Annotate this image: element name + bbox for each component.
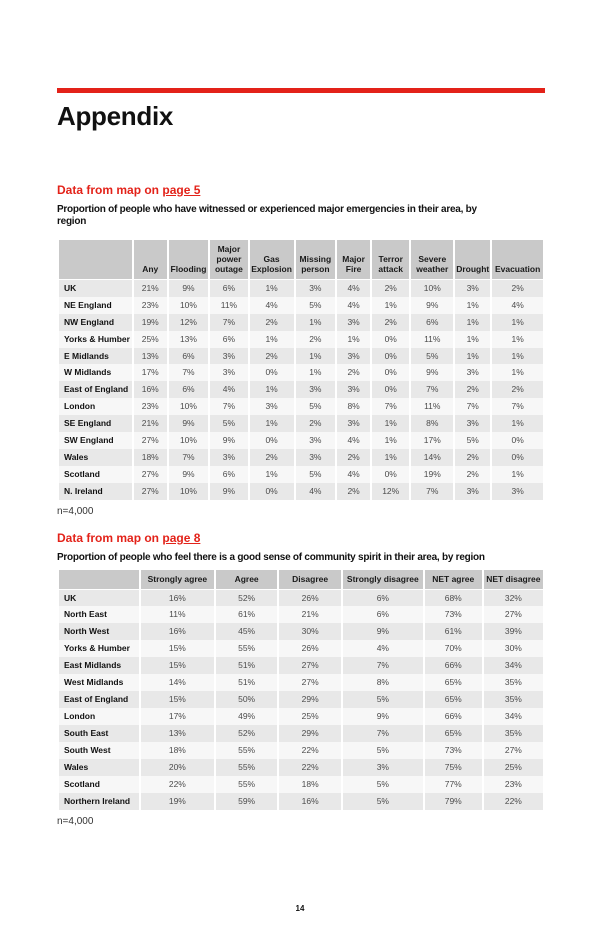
value-cell: 0% <box>492 449 543 466</box>
section-heading <box>57 532 545 545</box>
value-cell: 5% <box>455 432 490 449</box>
value-cell: 3% <box>210 348 247 365</box>
value-cell: 52% <box>216 590 278 607</box>
value-cell: 1% <box>250 466 294 483</box>
value-cell: 22% <box>484 793 543 810</box>
region-label: NE England <box>59 297 132 314</box>
value-cell: 9% <box>210 432 247 449</box>
page-title: Appendix <box>57 101 174 131</box>
value-cell: 51% <box>216 657 278 674</box>
value-cell: 1% <box>492 314 543 331</box>
value-cell: 9% <box>210 483 247 500</box>
appendix-page <box>0 88 600 827</box>
table-row <box>59 432 543 449</box>
value-cell: 61% <box>425 623 482 640</box>
value-cell: 2% <box>337 483 370 500</box>
value-cell: 16% <box>279 793 341 810</box>
value-cell: 7% <box>492 398 543 415</box>
value-cell: 1% <box>372 297 409 314</box>
value-cell: 19% <box>411 466 453 483</box>
value-cell: 8% <box>337 398 370 415</box>
column-header: Gas Explosion <box>250 240 294 280</box>
table-row <box>59 297 543 314</box>
column-header: Evacuation <box>492 240 543 280</box>
value-cell: 10% <box>411 280 453 297</box>
table-row <box>59 725 543 742</box>
region-label: East of England <box>59 381 132 398</box>
value-cell: 0% <box>492 432 543 449</box>
value-cell: 3% <box>337 348 370 365</box>
value-cell: 55% <box>216 640 278 657</box>
value-cell: 2% <box>492 381 543 398</box>
value-cell: 1% <box>250 331 294 348</box>
value-cell: 10% <box>169 297 209 314</box>
value-cell: 9% <box>169 415 209 432</box>
column-header: Agree <box>216 570 278 590</box>
column-header: Any <box>134 240 167 280</box>
header-row <box>59 240 543 280</box>
value-cell: 3% <box>455 415 490 432</box>
value-cell: 10% <box>169 432 209 449</box>
value-cell: 1% <box>337 331 370 348</box>
region-label: NW England <box>59 314 132 331</box>
column-header: Disagree <box>279 570 341 590</box>
value-cell: 35% <box>484 691 543 708</box>
value-cell: 13% <box>169 331 209 348</box>
value-cell: 12% <box>169 314 209 331</box>
value-cell: 2% <box>455 466 490 483</box>
value-cell: 1% <box>296 364 336 381</box>
value-cell: 6% <box>210 466 247 483</box>
value-cell: 1% <box>492 348 543 365</box>
value-cell: 51% <box>216 674 278 691</box>
value-cell: 27% <box>134 483 167 500</box>
region-label: SE England <box>59 415 132 432</box>
table-row <box>59 640 543 657</box>
table-row <box>59 348 543 365</box>
value-cell: 3% <box>296 432 336 449</box>
value-cell: 5% <box>343 691 423 708</box>
value-cell: 4% <box>296 483 336 500</box>
value-cell: 1% <box>372 415 409 432</box>
region-label: Yorks & Humber <box>59 331 132 348</box>
value-cell: 27% <box>279 657 341 674</box>
community-spirit-by-region-table <box>57 570 545 810</box>
value-cell: 1% <box>492 466 543 483</box>
column-header: Strongly agree <box>141 570 214 590</box>
region-label: Wales <box>59 759 139 776</box>
region-label: Yorks & Humber <box>59 640 139 657</box>
value-cell: 66% <box>425 708 482 725</box>
value-cell: 2% <box>250 314 294 331</box>
value-cell: 11% <box>411 398 453 415</box>
table-row <box>59 590 543 607</box>
value-cell: 10% <box>169 483 209 500</box>
value-cell: 0% <box>372 466 409 483</box>
value-cell: 66% <box>425 657 482 674</box>
value-cell: 1% <box>372 432 409 449</box>
region-label: South West <box>59 742 139 759</box>
region-label: North East <box>59 606 139 623</box>
value-cell: 35% <box>484 674 543 691</box>
region-label: Scotland <box>59 776 139 793</box>
value-cell: 2% <box>250 348 294 365</box>
value-cell: 1% <box>250 280 294 297</box>
value-cell: 9% <box>411 364 453 381</box>
value-cell: 55% <box>216 759 278 776</box>
value-cell: 6% <box>343 606 423 623</box>
table-row <box>59 466 543 483</box>
value-cell: 65% <box>425 691 482 708</box>
value-cell: 9% <box>169 466 209 483</box>
value-cell: 13% <box>134 348 167 365</box>
value-cell: 19% <box>134 314 167 331</box>
region-column-header <box>59 240 132 280</box>
value-cell: 3% <box>337 415 370 432</box>
table-row <box>59 415 543 432</box>
value-cell: 68% <box>425 590 482 607</box>
value-cell: 12% <box>372 483 409 500</box>
table-row <box>59 381 543 398</box>
value-cell: 11% <box>141 606 214 623</box>
value-cell: 4% <box>492 297 543 314</box>
value-cell: 27% <box>484 742 543 759</box>
value-cell: 2% <box>455 449 490 466</box>
region-label: Northern Ireland <box>59 793 139 810</box>
table-row <box>59 759 543 776</box>
value-cell: 1% <box>296 348 336 365</box>
value-cell: 23% <box>134 398 167 415</box>
value-cell: 5% <box>411 348 453 365</box>
value-cell: 21% <box>134 415 167 432</box>
value-cell: 26% <box>279 590 341 607</box>
value-cell: 32% <box>484 590 543 607</box>
region-label: West Midlands <box>59 674 139 691</box>
value-cell: 2% <box>337 449 370 466</box>
value-cell: 5% <box>296 297 336 314</box>
value-cell: 2% <box>372 280 409 297</box>
page-number: 14 <box>295 904 305 913</box>
page-5-link[interactable]: page 5 <box>162 182 201 197</box>
region-label: UK <box>59 280 132 297</box>
region-label: E Midlands <box>59 348 132 365</box>
value-cell: 6% <box>210 331 247 348</box>
value-cell: 1% <box>455 331 490 348</box>
value-cell: 22% <box>141 776 214 793</box>
value-cell: 17% <box>141 708 214 725</box>
value-cell: 30% <box>484 640 543 657</box>
value-cell: 9% <box>169 280 209 297</box>
column-header: Major Fire <box>337 240 370 280</box>
value-cell: 13% <box>141 725 214 742</box>
value-cell: 21% <box>134 280 167 297</box>
value-cell: 0% <box>372 348 409 365</box>
value-cell: 11% <box>210 297 247 314</box>
value-cell: 79% <box>425 793 482 810</box>
value-cell: 5% <box>296 398 336 415</box>
table-row <box>59 674 543 691</box>
table-subtitle: Proportion of people who feel there is a good sense of community spirit in their area, by region <box>57 552 485 563</box>
sample-size-note: n=4,000 <box>57 505 94 517</box>
emergencies-by-region-table <box>57 240 545 500</box>
value-cell: 73% <box>425 606 482 623</box>
value-cell: 3% <box>455 364 490 381</box>
value-cell: 3% <box>455 483 490 500</box>
value-cell: 2% <box>455 381 490 398</box>
table-row <box>59 691 543 708</box>
value-cell: 6% <box>169 348 209 365</box>
value-cell: 9% <box>343 623 423 640</box>
value-cell: 34% <box>484 708 543 725</box>
region-label: North West <box>59 623 139 640</box>
table-row <box>59 657 543 674</box>
value-cell: 4% <box>337 466 370 483</box>
value-cell: 6% <box>343 590 423 607</box>
value-cell: 7% <box>210 398 247 415</box>
value-cell: 17% <box>134 364 167 381</box>
value-cell: 0% <box>250 364 294 381</box>
value-cell: 50% <box>216 691 278 708</box>
value-cell: 1% <box>492 331 543 348</box>
value-cell: 75% <box>425 759 482 776</box>
value-cell: 1% <box>296 314 336 331</box>
table-row <box>59 776 543 793</box>
value-cell: 1% <box>250 415 294 432</box>
value-cell: 16% <box>141 623 214 640</box>
section-heading <box>57 184 545 197</box>
value-cell: 22% <box>279 742 341 759</box>
table-subtitle: Proportion of people who have witnessed or experienced major emergencies in their area, by region <box>57 203 477 228</box>
value-cell: 9% <box>343 708 423 725</box>
value-cell: 11% <box>411 331 453 348</box>
value-cell: 18% <box>134 449 167 466</box>
value-cell: 0% <box>250 432 294 449</box>
value-cell: 7% <box>411 381 453 398</box>
sample-size-note: n=4,000 <box>57 815 94 827</box>
value-cell: 27% <box>484 606 543 623</box>
column-header: Strongly disagree <box>343 570 423 590</box>
value-cell: 17% <box>411 432 453 449</box>
value-cell: 70% <box>425 640 482 657</box>
value-cell: 2% <box>296 331 336 348</box>
value-cell: 16% <box>141 590 214 607</box>
value-cell: 65% <box>425 674 482 691</box>
region-label: East of England <box>59 691 139 708</box>
value-cell: 34% <box>484 657 543 674</box>
value-cell: 7% <box>455 398 490 415</box>
region-label: Scotland <box>59 466 132 483</box>
value-cell: 25% <box>134 331 167 348</box>
column-header: Major power outage <box>210 240 247 280</box>
value-cell: 2% <box>337 364 370 381</box>
value-cell: 29% <box>279 725 341 742</box>
column-header: NET agree <box>425 570 482 590</box>
value-cell: 65% <box>425 725 482 742</box>
value-cell: 35% <box>484 725 543 742</box>
value-cell: 7% <box>169 364 209 381</box>
value-cell: 14% <box>411 449 453 466</box>
value-cell: 26% <box>279 640 341 657</box>
table-row <box>59 483 543 500</box>
value-cell: 0% <box>250 483 294 500</box>
value-cell: 1% <box>455 314 490 331</box>
section-heading-text: Data from map on <box>57 182 163 197</box>
value-cell: 15% <box>141 691 214 708</box>
value-cell: 7% <box>210 314 247 331</box>
value-cell: 25% <box>484 759 543 776</box>
value-cell: 4% <box>250 297 294 314</box>
value-cell: 3% <box>296 449 336 466</box>
value-cell: 7% <box>343 657 423 674</box>
value-cell: 1% <box>455 297 490 314</box>
value-cell: 45% <box>216 623 278 640</box>
table-row <box>59 708 543 725</box>
value-cell: 29% <box>279 691 341 708</box>
value-cell: 4% <box>337 280 370 297</box>
value-cell: 7% <box>343 725 423 742</box>
value-cell: 4% <box>337 432 370 449</box>
value-cell: 18% <box>279 776 341 793</box>
value-cell: 18% <box>141 742 214 759</box>
value-cell: 1% <box>250 381 294 398</box>
value-cell: 39% <box>484 623 543 640</box>
table-row <box>59 606 543 623</box>
top-rule-divider <box>57 88 545 93</box>
column-header: Flooding <box>169 240 209 280</box>
value-cell: 5% <box>210 415 247 432</box>
value-cell: 15% <box>141 640 214 657</box>
region-label: London <box>59 398 132 415</box>
table-row <box>59 314 543 331</box>
value-cell: 3% <box>296 280 336 297</box>
value-cell: 15% <box>141 657 214 674</box>
value-cell: 73% <box>425 742 482 759</box>
value-cell: 59% <box>216 793 278 810</box>
column-header: Drought <box>455 240 490 280</box>
header-row <box>59 570 543 590</box>
value-cell: 1% <box>492 364 543 381</box>
table-row <box>59 398 543 415</box>
value-cell: 3% <box>343 759 423 776</box>
value-cell: 49% <box>216 708 278 725</box>
value-cell: 30% <box>279 623 341 640</box>
value-cell: 5% <box>343 776 423 793</box>
value-cell: 23% <box>134 297 167 314</box>
value-cell: 0% <box>372 364 409 381</box>
value-cell: 7% <box>372 398 409 415</box>
value-cell: 22% <box>279 759 341 776</box>
value-cell: 77% <box>425 776 482 793</box>
value-cell: 55% <box>216 742 278 759</box>
value-cell: 7% <box>411 483 453 500</box>
value-cell: 3% <box>492 483 543 500</box>
value-cell: 2% <box>372 314 409 331</box>
value-cell: 3% <box>210 449 247 466</box>
column-header: Terror attack <box>372 240 409 280</box>
region-label: Wales <box>59 449 132 466</box>
value-cell: 55% <box>216 776 278 793</box>
region-label: N. Ireland <box>59 483 132 500</box>
table-row <box>59 449 543 466</box>
value-cell: 8% <box>411 415 453 432</box>
value-cell: 3% <box>250 398 294 415</box>
page-8-link[interactable]: page 8 <box>162 530 201 545</box>
value-cell: 4% <box>210 381 247 398</box>
value-cell: 4% <box>343 640 423 657</box>
value-cell: 3% <box>210 364 247 381</box>
value-cell: 16% <box>134 381 167 398</box>
value-cell: 2% <box>492 280 543 297</box>
table-row <box>59 331 543 348</box>
table-row <box>59 364 543 381</box>
value-cell: 1% <box>492 415 543 432</box>
region-label: UK <box>59 590 139 607</box>
value-cell: 7% <box>169 449 209 466</box>
value-cell: 21% <box>279 606 341 623</box>
value-cell: 3% <box>455 280 490 297</box>
value-cell: 1% <box>455 348 490 365</box>
value-cell: 9% <box>411 297 453 314</box>
value-cell: 2% <box>296 415 336 432</box>
value-cell: 8% <box>343 674 423 691</box>
value-cell: 27% <box>134 432 167 449</box>
value-cell: 20% <box>141 759 214 776</box>
value-cell: 5% <box>343 742 423 759</box>
column-header: NET disagree <box>484 570 543 590</box>
value-cell: 25% <box>279 708 341 725</box>
value-cell: 6% <box>411 314 453 331</box>
section-map-page5 <box>57 184 545 517</box>
value-cell: 6% <box>210 280 247 297</box>
section-map-page8 <box>57 532 545 827</box>
region-label: W Midlands <box>59 364 132 381</box>
value-cell: 3% <box>296 381 336 398</box>
value-cell: 5% <box>343 793 423 810</box>
region-column-header <box>59 570 139 590</box>
value-cell: 14% <box>141 674 214 691</box>
region-label: East Midlands <box>59 657 139 674</box>
value-cell: 27% <box>134 466 167 483</box>
table-row <box>59 623 543 640</box>
value-cell: 0% <box>372 331 409 348</box>
table-row <box>59 793 543 810</box>
value-cell: 19% <box>141 793 214 810</box>
section-heading-text: Data from map on <box>57 530 163 545</box>
value-cell: 3% <box>337 381 370 398</box>
value-cell: 4% <box>337 297 370 314</box>
table-row <box>59 742 543 759</box>
value-cell: 1% <box>372 449 409 466</box>
value-cell: 23% <box>484 776 543 793</box>
value-cell: 61% <box>216 606 278 623</box>
value-cell: 2% <box>250 449 294 466</box>
column-header: Severe weather <box>411 240 453 280</box>
region-label: South East <box>59 725 139 742</box>
value-cell: 52% <box>216 725 278 742</box>
value-cell: 10% <box>169 398 209 415</box>
column-header: Missing person <box>296 240 336 280</box>
value-cell: 6% <box>169 381 209 398</box>
value-cell: 0% <box>372 381 409 398</box>
region-label: SW England <box>59 432 132 449</box>
value-cell: 5% <box>296 466 336 483</box>
region-label: London <box>59 708 139 725</box>
value-cell: 3% <box>337 314 370 331</box>
value-cell: 27% <box>279 674 341 691</box>
table-row <box>59 280 543 297</box>
